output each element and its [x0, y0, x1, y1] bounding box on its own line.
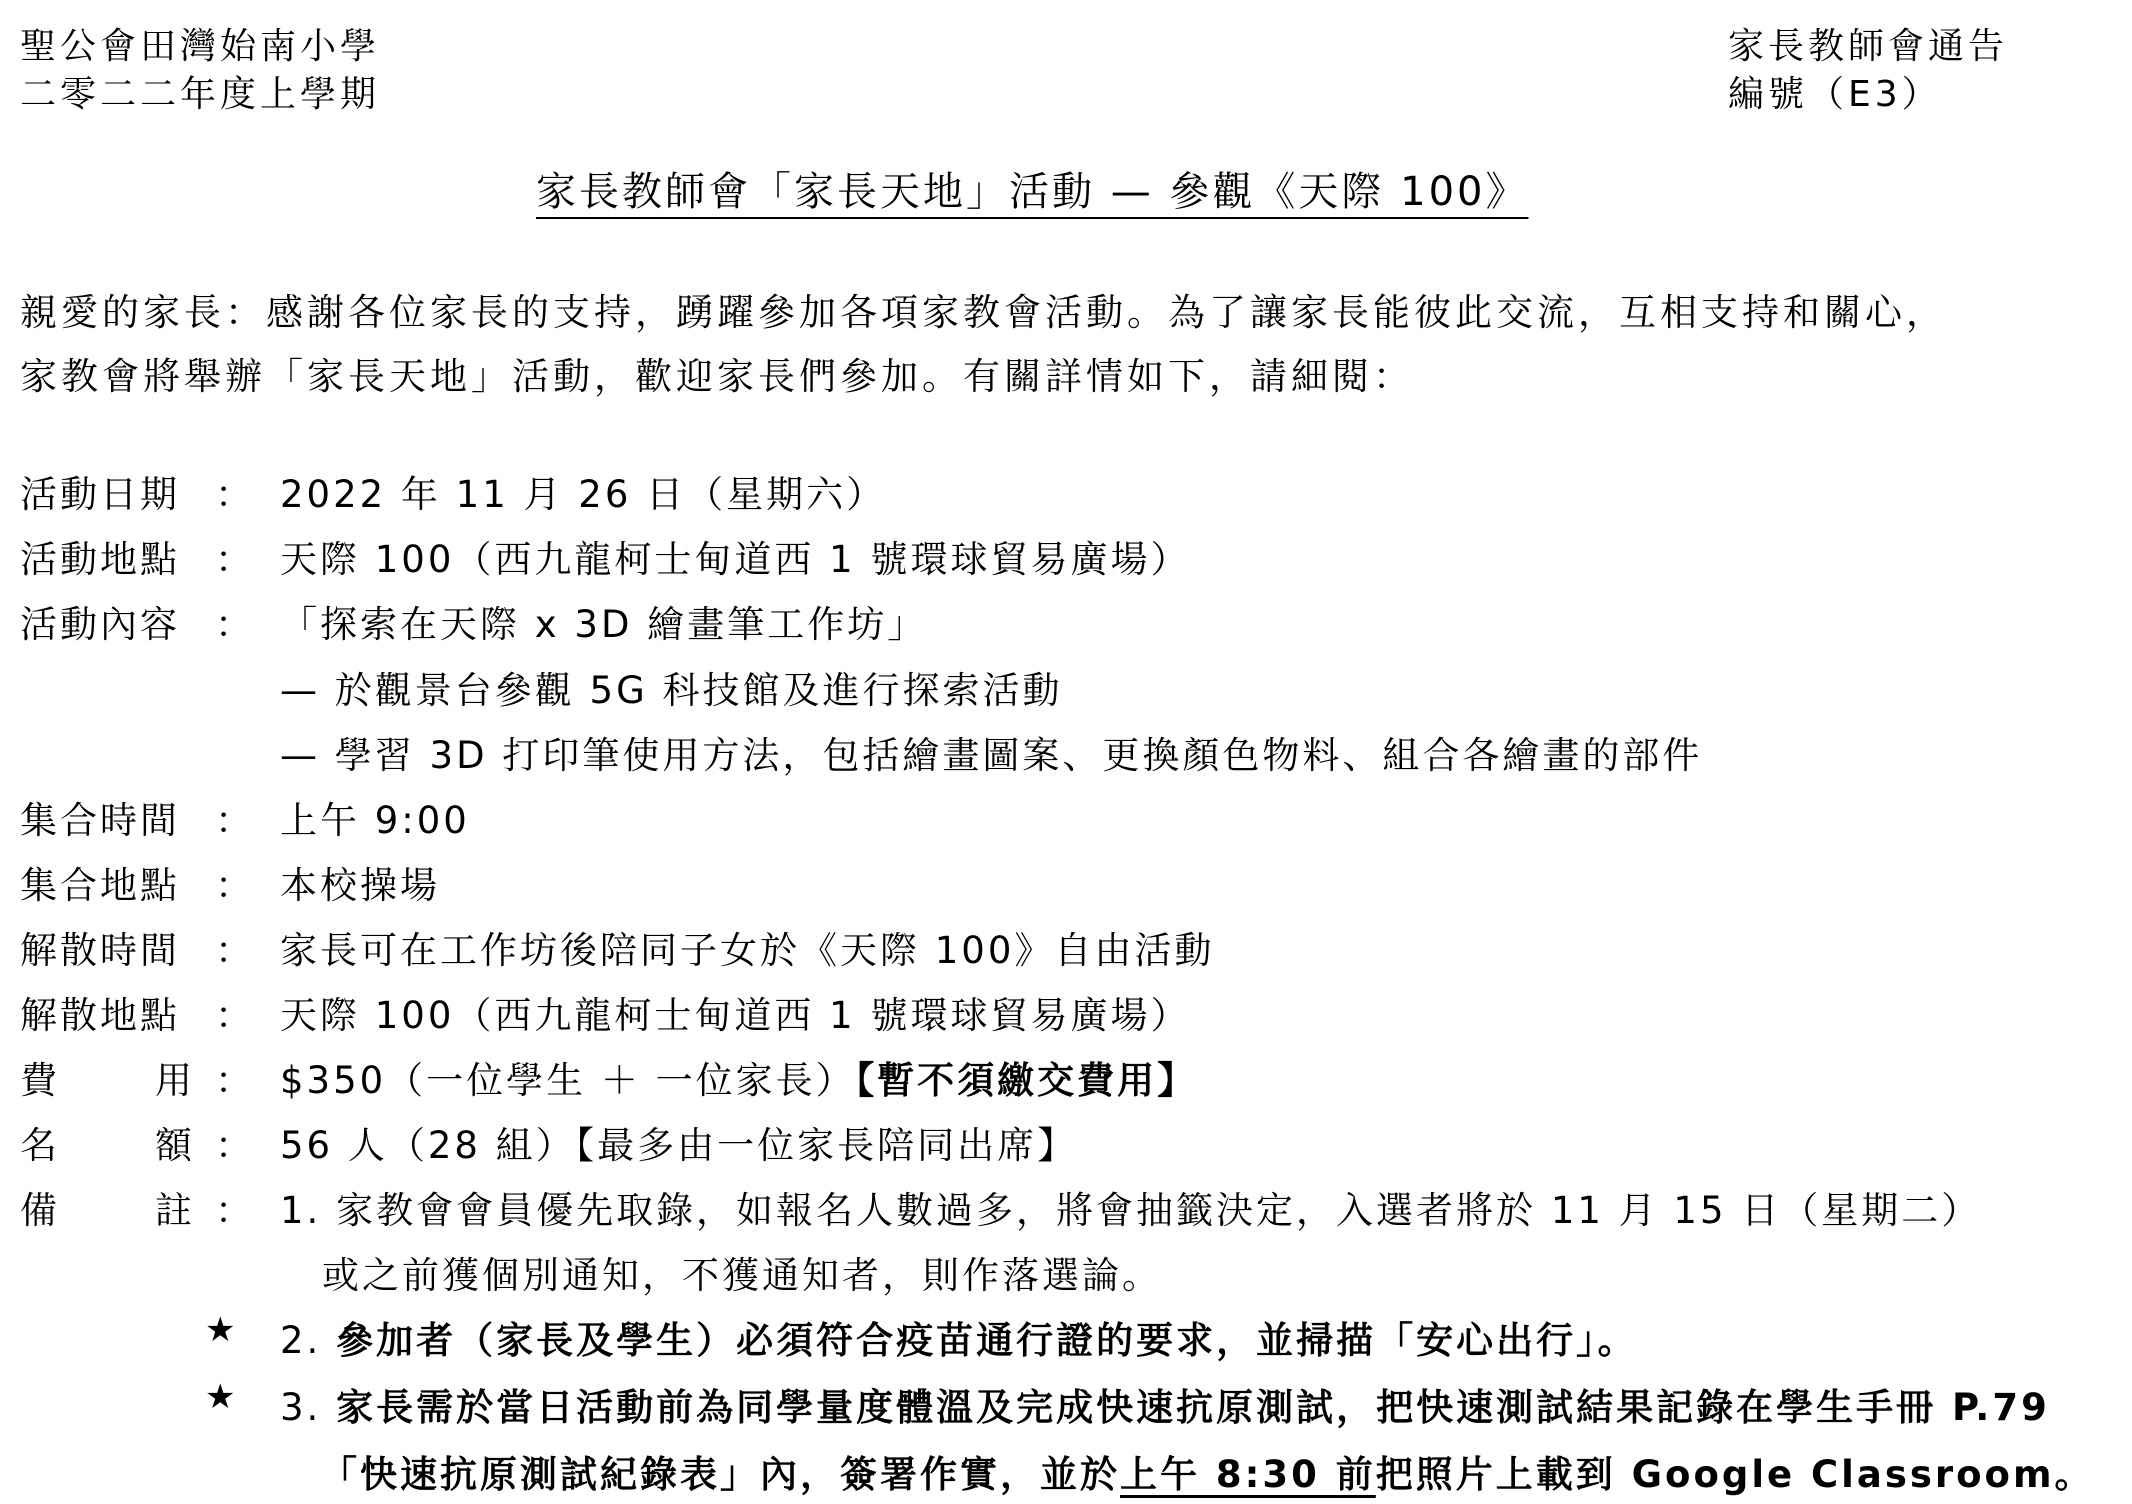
venue-value: 天際 100（西九龍柯士甸道西 1 號環球貿易廣場） [280, 538, 1191, 581]
date-label: 活動日期 [20, 473, 180, 516]
notice-number: 編號（E3） [1728, 74, 1942, 115]
fee-colon: ： [215, 1059, 255, 1102]
assembly-time-colon: ： [215, 799, 255, 842]
assembly-place-value: 本校操場 [280, 864, 440, 907]
dismissal-place-value: 天際 100（西九龍柯士甸道西 1 號環球貿易廣場） [280, 994, 1191, 1037]
remark-2-text: 參加者（家長及學生）必須符合疫苗通行證的要求，並掃描「安心出行」。 [336, 1319, 1638, 1362]
date-value: 2022 年 11 月 26 日（星期六） [280, 473, 887, 516]
content-label: 活動內容 [20, 603, 180, 646]
remark-3-line-1 [280, 1377, 2050, 1431]
remark-1-line-1: 1. 家教會會員優先取錄，如報名人數過多，將會抽籤決定，入選者將於 11 月 15 日（星期二） [280, 1189, 1982, 1232]
dismissal-time-value: 家長可在工作坊後陪同子女於《天際 100》自由活動 [280, 929, 1215, 972]
assembly-time-label: 集合時間 [20, 799, 180, 842]
remarks-label-char-1: 備 [20, 1189, 60, 1232]
star-icon: ★ [205, 1310, 236, 1350]
assembly-place-label: 集合地點 [20, 864, 180, 907]
notice-type: 家長教師會通告 [1728, 26, 2009, 67]
remark-3-line-2-end: 把照片上載到 Google Classroom。 [1375, 1453, 2095, 1496]
assembly-place-colon: ： [215, 864, 255, 907]
remark-3-number: 3. [280, 1386, 337, 1429]
intro-line-1: 親愛的家長：感謝各位家長的支持，踴躍參加各項家教會活動。為了讓家長能彼此交流，互相支持和關心， [20, 291, 1947, 334]
venue-label: 活動地點 [20, 538, 180, 581]
date-colon: ： [215, 473, 255, 516]
content-value: 「探索在天際 x 3D 繪畫筆工作坊」 [280, 603, 928, 646]
school-term: 二零二二年度上學期 [20, 74, 381, 115]
remark-3-text: 家長需於當日活動前為同學量度體溫及完成快速抗原測試，把快速測試結果記錄在學生手冊 P.79 [336, 1386, 2050, 1429]
remark-3-line-2 [320, 1444, 2095, 1498]
content-sub-item-1: — 於觀景台參觀 5G 科技館及進行探索活動 [280, 669, 1063, 712]
quota-label-char-2: 額 [155, 1124, 195, 1167]
intro-line-2: 家教會將舉辦「家長天地」活動，歡迎家長們參加。有關詳情如下，請細閱： [20, 355, 1414, 398]
content-sub-item-2: — 學習 3D 打印筆使用方法，包括繪畫圖案、更換顏色物料、組合各繪畫的部件 [280, 734, 1703, 777]
quota-value: 56 人（28 組）【最多由一位家長陪同出席】 [280, 1124, 1078, 1167]
quota-label-char-1: 名 [20, 1124, 60, 1167]
quota-colon: ： [215, 1124, 255, 1167]
dismissal-time-colon: ： [215, 929, 255, 972]
remark-3-deadline: 上午 8:30 前 [1120, 1453, 1376, 1496]
remark-2-number: 2. [280, 1319, 337, 1362]
remark-1-line-2: 或之前獲個別通知，不獲通知者，則作落選論。 [322, 1254, 1162, 1297]
fee-label-char-2: 用 [155, 1059, 195, 1102]
star-icon: ★ [205, 1377, 236, 1417]
fee-note: 【暫不須繳交費用】 [855, 1059, 1198, 1102]
remarks-label-char-2: 註 [155, 1189, 195, 1232]
content-colon: ： [215, 603, 255, 646]
quota-label [20, 1115, 195, 1169]
fee-value [280, 1050, 1197, 1104]
fee-amount: $350（一位學生 ＋ 一位家長） [280, 1059, 856, 1102]
venue-colon: ： [215, 538, 255, 581]
assembly-time-value: 上午 9:00 [280, 799, 470, 842]
fee-label-char-1: 費 [20, 1059, 60, 1102]
school-name: 聖公會田灣始南小學 [20, 26, 381, 67]
dismissal-time-label: 解散時間 [20, 929, 180, 972]
notice-title: 家長教師會「家長天地」活動 — 參觀《天際 100》 [536, 169, 1529, 215]
remarks-colon: ： [215, 1189, 255, 1232]
remarks-label [20, 1180, 195, 1234]
dismissal-place-label: 解散地點 [20, 994, 180, 1037]
remark-3-line-2-start: 「快速抗原測試紀錄表」內，簽署作實，並於 [320, 1453, 1120, 1496]
remark-2 [280, 1310, 1638, 1364]
dismissal-place-colon: ： [215, 994, 255, 1037]
fee-label [20, 1050, 195, 1104]
